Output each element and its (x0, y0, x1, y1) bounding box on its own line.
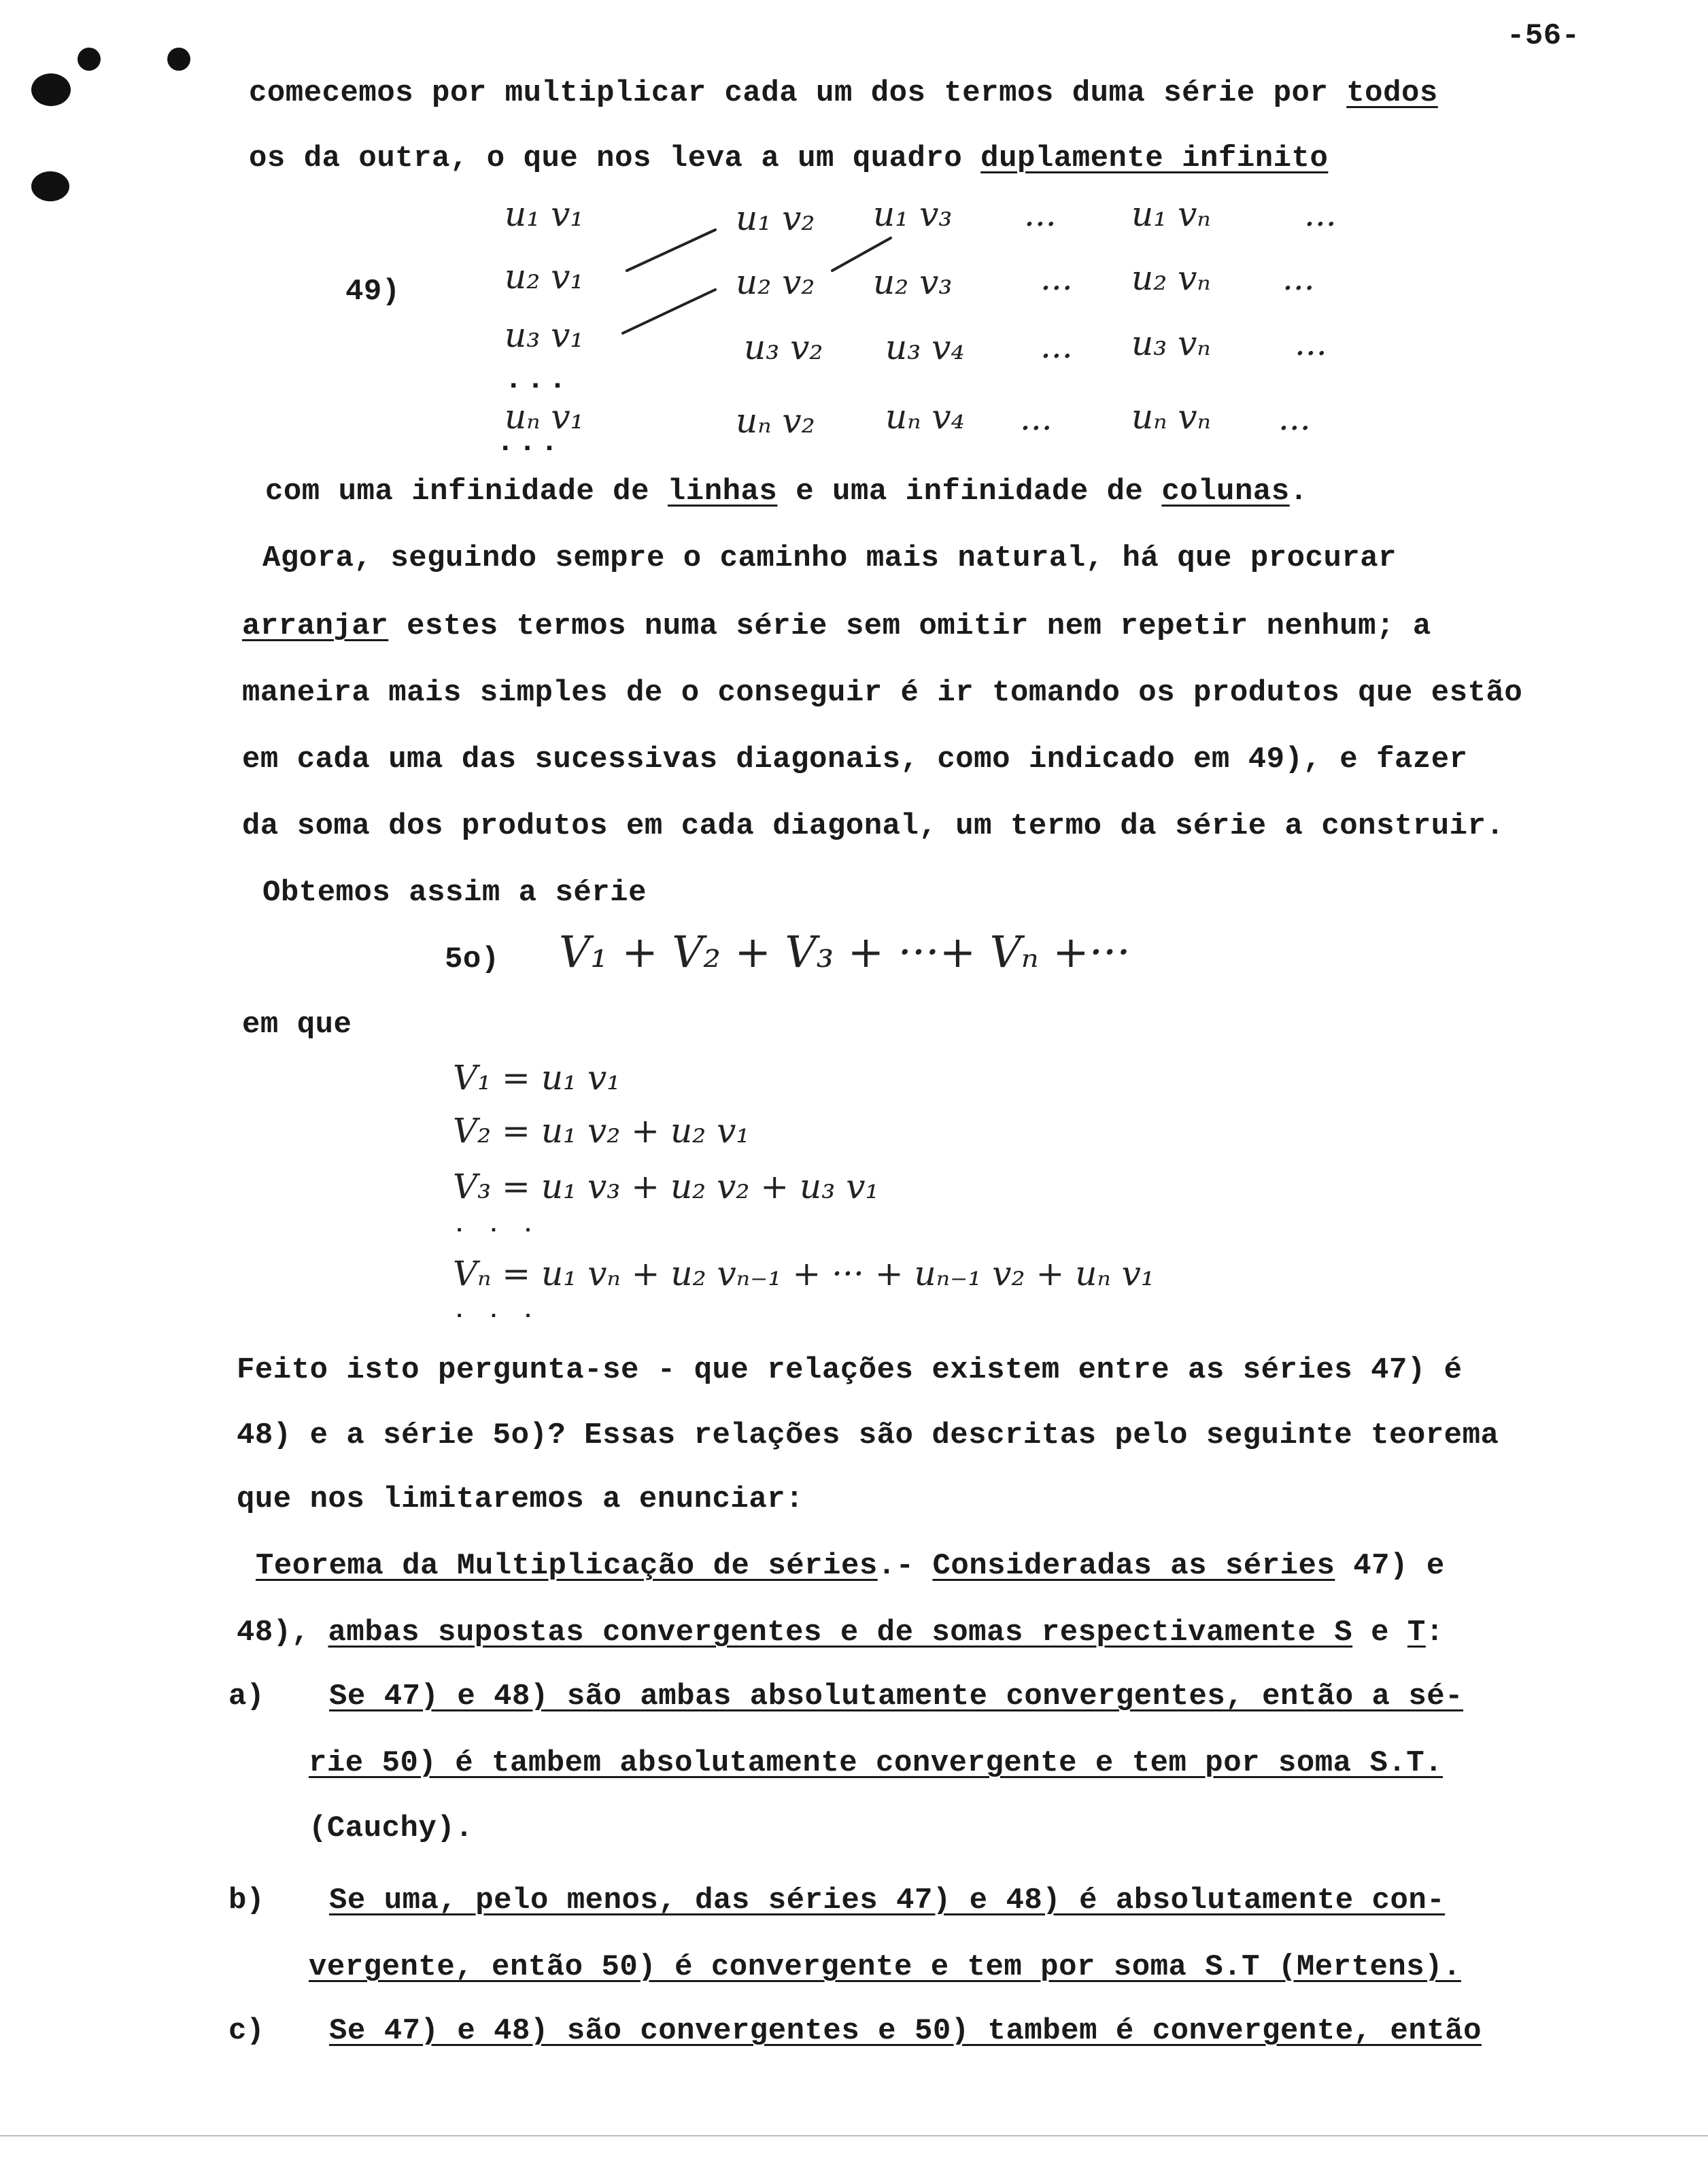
item-a-label: a) (228, 1680, 264, 1714)
text: os da outra, o que nos leva a um quadro (249, 141, 981, 175)
bottom-edge (0, 2135, 1708, 2136)
text: estes termos numa série sem omitir nem repetir nenhum; a (388, 609, 1431, 643)
para3-line3: maneira mais simples de o conseguir é ir tomando os produtos que estão (242, 676, 1523, 710)
def-dots-2: . . . (453, 1299, 539, 1324)
text: .- (877, 1549, 933, 1583)
text: . (1289, 475, 1308, 509)
eq49-r5c2: uₙ v₂ (736, 401, 815, 441)
def-dots-1: . . . (453, 1213, 539, 1238)
item-c-label: c) (228, 2014, 264, 2048)
eq49-row-dots-1: ... (505, 363, 571, 397)
eq49-r1c1: u₁ v₁ (505, 194, 584, 234)
eq49-r3c4: ... (1040, 326, 1073, 366)
para4-line2: 48) e a série 5o)? Essas relações são descritas pelo seguinte teorema (237, 1418, 1499, 1452)
eq49-r1c5: u₁ vₙ (1131, 194, 1211, 234)
eq49-r3c5: u₃ vₙ (1131, 324, 1211, 363)
underlined-text: duplamente infinito (980, 141, 1329, 175)
underlined-text: Consideradas as séries (932, 1549, 1335, 1583)
eq49-r1c3: u₁ v₃ (873, 194, 953, 234)
theorem-title: Teorema da Multiplicação de séries (256, 1549, 878, 1583)
text: : (1425, 1616, 1444, 1650)
eq49-r2c2: u₂ v₂ (736, 262, 815, 302)
text: e (1352, 1616, 1407, 1650)
eq49-r1c6: ... (1304, 194, 1337, 234)
eq49-r2c6: ... (1282, 258, 1315, 298)
def-v2: V₂ = u₁ v₂ + u₂ v₁ (453, 1111, 750, 1150)
eq49-r2c4: ... (1040, 258, 1073, 298)
para3-line5: da soma dos produtos em cada diagonal, um termo da série a construir. (242, 809, 1505, 843)
eq49-r5c5: uₙ vₙ (1131, 397, 1211, 437)
item-a-line3: (Cauchy). (309, 1811, 474, 1845)
eq50-label: 5o) (445, 942, 500, 976)
theorem-title-line (256, 1549, 1445, 1583)
eq49-r5c3: uₙ v₄ (885, 397, 965, 437)
item-b-label: b) (228, 1883, 264, 1917)
item-a-line2: rie 50) é tambem absolutamente convergente e tem por soma S.T. (309, 1746, 1444, 1780)
text: com uma infinidade de (265, 475, 668, 509)
underlined-text: T (1407, 1616, 1426, 1650)
item-b-line1: Se uma, pelo menos, das séries 47) e 48) é absolutamente con- (329, 1883, 1446, 1917)
diagonal-1 (627, 230, 715, 271)
para3-line6: Obtemos assim a série (262, 876, 647, 910)
text: e uma infinidade de (777, 475, 1162, 509)
eq49-r2c5: u₂ vₙ (1131, 258, 1211, 298)
underlined-text: todos (1346, 76, 1438, 110)
text: comecemos por multiplicar cada um dos termos duma série por (249, 76, 1347, 110)
para4-line3: que nos limitaremos a enunciar: (237, 1482, 804, 1516)
eq49-r5c6: ... (1278, 398, 1311, 438)
eq49-r5c4: ... (1020, 398, 1053, 438)
eq50-expression: V₁ + V₂ + V₃ + ···+ Vₙ +··· (559, 927, 1131, 978)
eq49-r3c3: u₃ v₄ (885, 328, 965, 367)
eq49-row-dots-2: ... (496, 426, 563, 460)
para3-line4: em cada uma das sucessivas diagonais, como indicado em 49), e fazer (242, 743, 1468, 777)
eq49-r3c6: ... (1295, 324, 1327, 363)
eq49-r1c2: u₁ v₂ (736, 199, 815, 238)
eq49-r2c3: u₂ v₃ (873, 262, 953, 302)
eq49-label: 49) (345, 275, 400, 309)
underlined-text: colunas (1161, 475, 1290, 509)
text: 48), (237, 1616, 328, 1650)
page-number: -56- (1507, 19, 1580, 53)
theorem-line2 (237, 1616, 1444, 1650)
para3-line1: Agora, seguindo sempre o caminho mais natural, há que procurar (262, 541, 1397, 575)
diagonal-2 (623, 290, 715, 333)
eq49-r3c2: u₃ v₂ (744, 328, 823, 367)
diagonal-3 (832, 238, 891, 271)
eq49-r5c1: uₙ v₁ (505, 397, 584, 437)
item-a-line1: Se 47) e 48) são ambas absolutamente convergentes, então a sé- (329, 1680, 1464, 1714)
item-c-line1: Se 47) e 48) são convergentes e 50) tambem é convergente, então (329, 2014, 1482, 2048)
underlined-text: linhas (667, 475, 778, 509)
def-v3: V₃ = u₁ v₃ + u₂ v₂ + u₃ v₁ (453, 1167, 879, 1206)
eq49-r3c1: u₃ v₁ (505, 316, 584, 355)
para3-line2 (242, 609, 1431, 643)
em-que: em que (242, 1008, 352, 1042)
text: 47) e (1335, 1549, 1445, 1583)
underlined-text: arranjar (242, 609, 389, 643)
para4-line1: Feito isto pergunta-se - que relações existem entre as séries 47) é (237, 1353, 1463, 1387)
underlined-text: ambas supostas convergentes e de somas respectivamente S (328, 1616, 1353, 1650)
item-b-line2: vergente, então 50) é convergente e tem por soma S.T (Mertens). (309, 1950, 1461, 1984)
para2-line (265, 475, 1308, 509)
def-v1: V₁ = u₁ v₁ (453, 1058, 621, 1097)
eq49-r1c4: ... (1024, 194, 1057, 234)
eq49-r2c1: u₂ v₁ (505, 257, 584, 296)
def-vn: Vₙ = u₁ vₙ + u₂ vₙ₋₁ + ··· + uₙ₋₁ v₂ + uₙ v₁ (453, 1254, 1155, 1293)
